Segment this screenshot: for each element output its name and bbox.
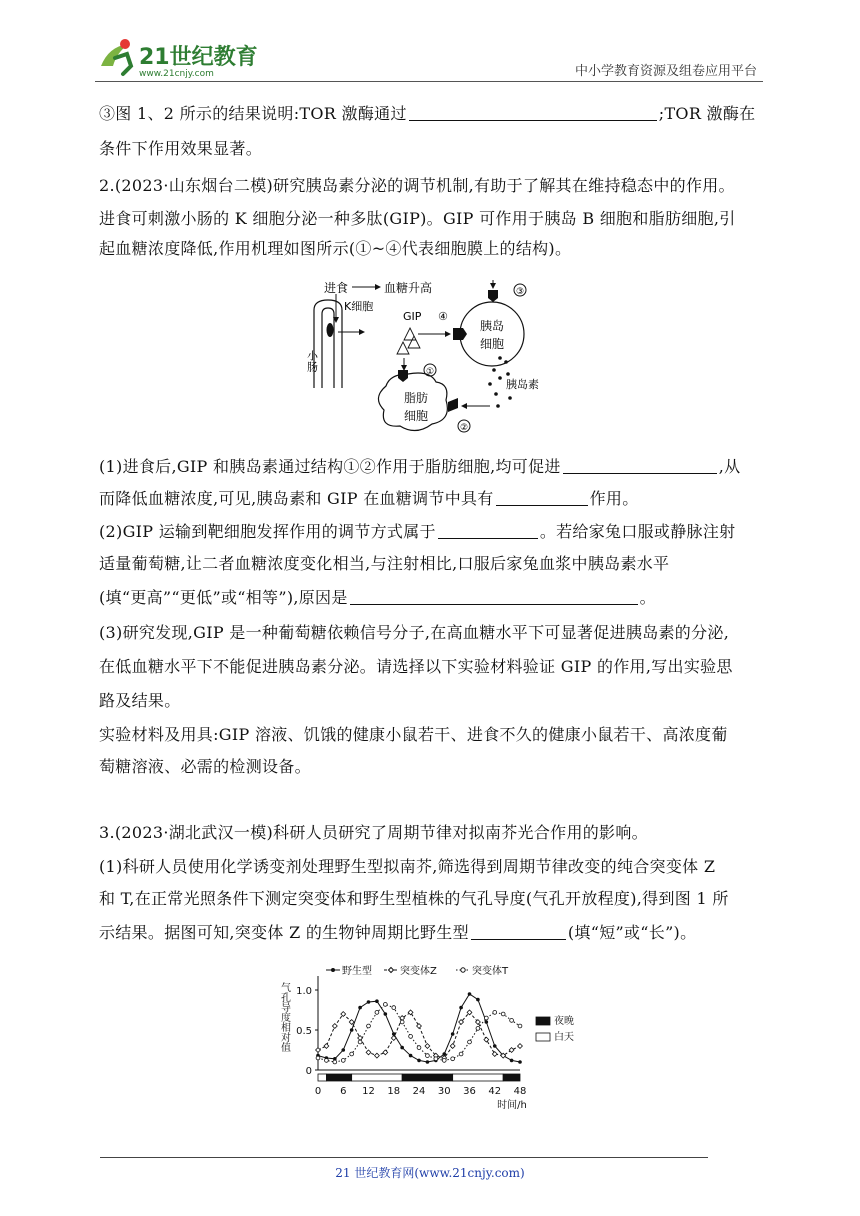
stomatal-conductance-chart — [270, 958, 600, 1128]
footer-text: 21 世纪教育网(www.21cnjy.com) — [335, 1166, 525, 1180]
label-blood-sugar-rise: 血糖升高 — [384, 281, 433, 295]
answer-blank[interactable] — [438, 522, 538, 539]
point-t — [375, 1011, 379, 1015]
x-tick-label: 42 — [488, 1086, 502, 1097]
point-z — [375, 1053, 380, 1058]
text: 条件下作用效果显著。 — [99, 139, 263, 158]
label-small-intestine: 小肠 — [305, 350, 319, 372]
point-wild — [417, 1059, 421, 1063]
point-z — [349, 1020, 354, 1025]
legend-label: 夜晚 — [554, 1016, 574, 1027]
point-t — [409, 1035, 413, 1039]
point-wild — [409, 1054, 413, 1058]
text: ③图 1、2 所示的结果说明:TOR 激酶通过 — [99, 104, 407, 123]
label-insulin: 胰岛素 — [506, 378, 539, 391]
point-t — [451, 1057, 455, 1061]
point-z — [417, 1024, 422, 1029]
footer-divider — [100, 1157, 708, 1158]
label-fat: 脂肪 — [404, 391, 429, 405]
point-t — [518, 1024, 522, 1028]
series-line-2 — [318, 1004, 520, 1062]
x-tick-label: 6 — [340, 1086, 347, 1097]
point-z — [332, 1024, 337, 1029]
point-t — [426, 1054, 430, 1058]
point-wild — [367, 1000, 371, 1004]
q1-sub3-line2 — [99, 134, 762, 164]
label-3: ③ — [516, 287, 525, 297]
logo-url: www.21cnjy.com — [139, 69, 214, 79]
header-divider — [95, 81, 763, 82]
q2-stem-3: 起血糖浓度降低,作用机理如图所示(①~④代表细胞膜上的结构)。 — [99, 239, 572, 258]
day-band — [318, 1074, 326, 1081]
text: ;TOR 激酶在 — [658, 104, 756, 123]
q2-stem-1: 2.(2023·山东烟台二模)研究胰岛素分泌的调节机制,有助于了解其在维持稳态中的作用。 — [99, 176, 735, 195]
gip-mechanism-diagram — [300, 270, 560, 448]
point-t — [459, 1052, 463, 1056]
x-tick-label: 0 — [314, 1086, 322, 1097]
series-line-1 — [318, 1012, 520, 1058]
point-wild — [451, 1032, 455, 1036]
q3-sub1-line1: (1)科研人员使用化学诱变剂处理野生型拟南芥,筛选得到周期节律改变的纯合突变体 Z — [99, 857, 716, 876]
point-wild — [341, 1048, 345, 1052]
point-z — [341, 1012, 346, 1017]
point-t — [350, 1052, 354, 1056]
point-t — [316, 1056, 320, 1060]
x-tick-label: 48 — [513, 1086, 527, 1097]
point-wild — [375, 999, 379, 1003]
point-t — [493, 1011, 497, 1015]
label-4: ④ — [438, 310, 448, 323]
point-z — [425, 1044, 430, 1049]
day-band — [352, 1074, 403, 1081]
label-2: ② — [460, 423, 469, 433]
legend-label: 突变体Z — [400, 966, 437, 977]
x-tick-label: 12 — [362, 1086, 375, 1097]
point-wild — [426, 1060, 430, 1064]
q2-sub3-line1: (3)研究发现,GIP 是一种葡萄糖依赖信号分子,在高血糖水平下可显著促进胰岛素的分泌, — [99, 623, 730, 642]
label-islet-cell: 细胞 — [480, 337, 505, 351]
q2-materials-2: 萄糖溶液、必需的检测设备。 — [99, 757, 311, 776]
q2-sub2-line1: (2)GIP 运输到靶细胞发挥作用的调节方式属于 。若给家兔口服或静脉注射 — [99, 522, 736, 541]
point-t — [325, 1059, 329, 1063]
point-wild — [476, 998, 480, 1002]
y-tick-label: 0 — [305, 1066, 312, 1077]
q2-materials-1: 实验材料及用具:GIP 溶液、饥饿的健康小鼠若干、进食不久的健康小鼠若干、高浓度葡 — [99, 725, 728, 744]
day-band — [453, 1074, 504, 1081]
answer-blank[interactable] — [350, 588, 638, 605]
answer-blank[interactable] — [409, 104, 657, 121]
q3-stem: 3.(2023·湖北武汉一模)科研人员研究了周期节律对拟南芥光合作用的影响。 — [99, 823, 648, 842]
point-t — [510, 1019, 514, 1023]
legend-swatch — [536, 1033, 550, 1041]
q2-sub3-line2: 在低血糖水平下不能促进胰岛素分泌。请选择以下实验材料验证 GIP 的作用,写出实验思 — [99, 657, 733, 676]
legend-label: 白天 — [554, 1032, 574, 1043]
q3-sub1-line2: 和 T,在正常光照条件下测定突变体和野生型植株的气孔导度(气孔开放程度),得到图 1 所 — [99, 889, 729, 908]
point-t — [476, 1027, 480, 1031]
legend-label: 野生型 — [342, 966, 372, 977]
point-wild — [518, 1060, 522, 1064]
q2-sub1-line2: 而降低血糖浓度,可见,胰岛素和 GIP 在血糖调节中具有 作用。 — [99, 489, 639, 508]
q2-sub2-line2: 适量葡萄糖,让二者血糖浓度变化相当,与注射相比,口服后家兔血浆中胰岛素水平 — [99, 554, 670, 573]
point-t — [501, 1012, 505, 1016]
answer-blank[interactable] — [563, 457, 717, 474]
label-gip: GIP — [403, 310, 422, 323]
x-tick-label: 24 — [412, 1086, 426, 1097]
point-t — [341, 1059, 345, 1063]
point-t — [484, 1016, 488, 1020]
point-t — [400, 1020, 404, 1024]
label-k-cell: K细胞 — [344, 300, 374, 313]
point-z — [316, 1048, 321, 1053]
point-wild — [400, 1046, 404, 1050]
header-platform-text: 中小学教育资源及组卷应用平台 — [574, 64, 757, 79]
x-tick-label: 30 — [437, 1086, 451, 1097]
point-t — [468, 1040, 472, 1044]
y-tick-label: 0.5 — [296, 1026, 312, 1037]
chart-svg — [270, 958, 600, 1128]
point-t — [417, 1046, 421, 1050]
legend-label: 突变体T — [472, 966, 509, 977]
q2-sub1-line1: (1)进食后,GIP 和胰岛素通过结构①②作用于脂肪细胞,均可促进 ,从 — [99, 457, 741, 476]
q2-stem-2: 进食可刺激小肠的 K 细胞分泌一种多肽(GIP)。GIP 可作用于胰岛 B 细胞和脂肪细胞,引 — [99, 209, 736, 228]
point-t — [434, 1057, 438, 1061]
point-z — [324, 1044, 329, 1049]
point-t — [358, 1040, 362, 1044]
y-axis-label: 气孔导度相对值 — [278, 982, 290, 1052]
night-band — [503, 1074, 520, 1081]
legend-marker — [461, 968, 465, 972]
legend-marker — [331, 968, 335, 972]
point-wild — [459, 1006, 463, 1010]
night-band — [402, 1074, 453, 1081]
label-1: ① — [426, 367, 435, 377]
label-islet: 胰岛 — [480, 319, 505, 333]
y-tick-label: 1.0 — [296, 986, 312, 997]
point-t — [392, 1006, 396, 1010]
x-tick-label: 18 — [387, 1086, 401, 1097]
label-fat-cell: 细胞 — [404, 409, 429, 423]
answer-blank[interactable] — [471, 923, 566, 940]
q2-sub3-line3: 路及结果。 — [99, 691, 181, 710]
point-wild — [358, 1006, 362, 1010]
point-z — [518, 1044, 523, 1049]
point-wild — [384, 1012, 388, 1016]
x-tick-label: 36 — [463, 1086, 476, 1097]
point-wild — [468, 992, 472, 996]
point-wild — [510, 1059, 514, 1063]
q2-sub2-line3: (填“更高”“更低”或“相等”),原因是 。 — [99, 588, 656, 607]
point-t — [383, 1003, 387, 1007]
point-z — [383, 1050, 388, 1055]
point-z — [492, 1052, 497, 1057]
logo-text: 21世纪教育 — [139, 45, 258, 70]
point-t — [442, 1059, 446, 1063]
point-wild — [493, 1044, 497, 1048]
q1-sub3-line — [99, 99, 762, 129]
legend-swatch — [536, 1017, 550, 1025]
site-logo — [95, 36, 265, 80]
point-wild — [350, 1028, 354, 1032]
point-z — [366, 1050, 371, 1055]
legend-marker — [389, 968, 394, 973]
point-t — [367, 1024, 371, 1028]
night-band — [326, 1074, 351, 1081]
point-z — [484, 1037, 489, 1042]
point-t — [333, 1060, 337, 1064]
x-axis-label: 时间/h — [497, 1100, 527, 1111]
label-jinshi: 进食 — [324, 281, 349, 295]
point-wild — [485, 1020, 489, 1024]
q3-sub1-line3: 示结果。据图可知,突变体 Z 的生物钟周期比野生型 (填“短”或“长”)。 — [99, 923, 697, 942]
answer-blank[interactable] — [496, 489, 588, 506]
